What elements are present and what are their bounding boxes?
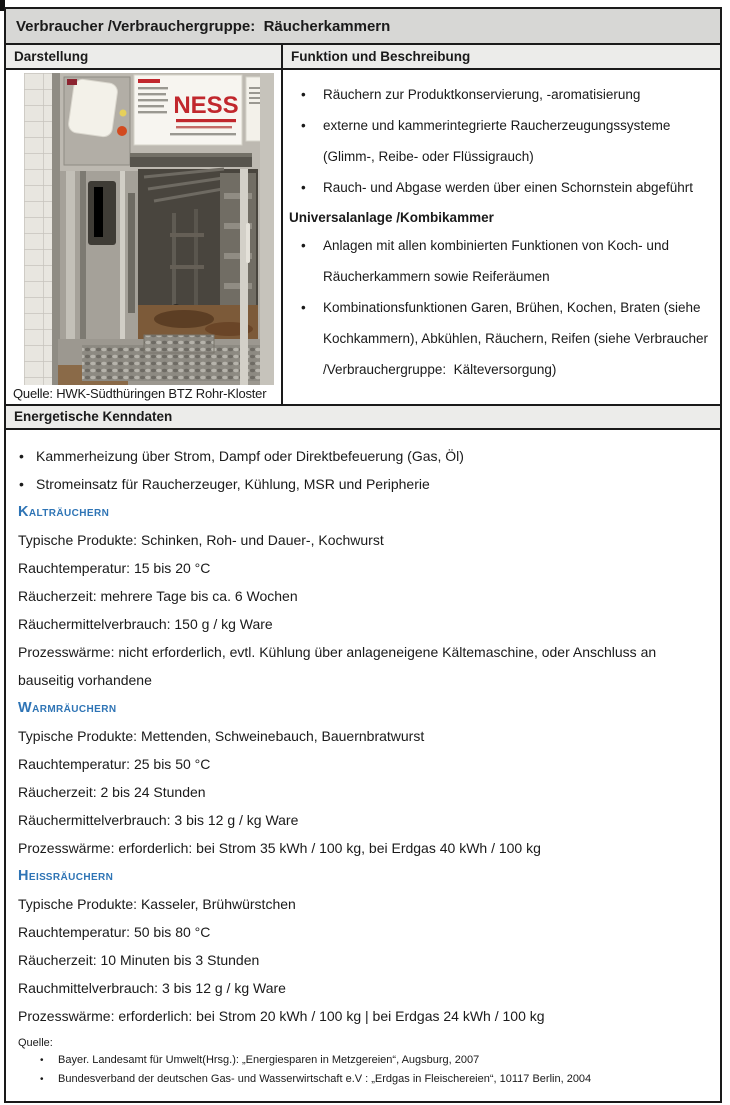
column-header-funktion: Funktion und Beschreibung	[291, 49, 471, 64]
bullet-icon: •	[301, 87, 306, 102]
door-frame-bar	[80, 171, 86, 359]
spec-line: Typische Produkte: Kasseler, Brühwürstchen	[18, 896, 296, 912]
canister	[67, 78, 118, 138]
sign-text-line	[138, 87, 168, 89]
warmraeuchern-lines	[18, 722, 710, 862]
source-item: • Bundesverband der deutschen Gas- und Wasserwirtschaft e.V : „Erdgas in Fleischereien“, 10117 Berlin, 2004	[18, 1070, 710, 1089]
function-bullet: • Kombinationsfunktionen Garen, Brühen, Kochen, Braten (siehe Kochkammern), Abkühlen, Räuchern, Reifen (siehe Verbraucher /Verbrauchergruppe: Kälteversorgung)	[289, 292, 710, 385]
function-bullet: • Rauch- und Abgase werden über einen Schornstein abgeführt	[289, 172, 710, 203]
right-frame-post	[260, 73, 274, 385]
bullet-icon: •	[19, 448, 24, 464]
door-edge-post	[240, 169, 248, 385]
spec-line: Typische Produkte: Mettenden, Schweinebauch, Bauernbratwurst	[18, 728, 425, 744]
spec-line: Prozesswärme: erforderlich: bei Strom 20 kWh / 100 kg | bei Erdgas 24 kWh / 100 kg	[18, 1008, 545, 1024]
hinge-rod	[120, 171, 125, 363]
kaltraeuchern-lines	[18, 526, 710, 694]
content-row	[6, 70, 720, 406]
page-title: Verbraucher /Verbrauchergruppe: Räucherkammern	[6, 9, 720, 45]
sign-text-line	[138, 93, 166, 95]
energy-bullet-list	[18, 442, 710, 498]
vent-highlight	[130, 153, 252, 157]
energetische-kenndaten-header: Energetische Kenndaten	[6, 406, 720, 430]
heissraeuchern-heading: Heißräuchern	[18, 868, 114, 884]
machine-photo	[24, 73, 274, 385]
bullet-icon: •	[301, 118, 306, 133]
stop-button	[117, 126, 127, 136]
spec-line: Prozesswärme: erforderlich: bei Strom 35 kWh / 100 kg, bei Erdgas 40 kWh / 100 kg	[18, 840, 541, 856]
ness-logo-text: NESS	[173, 92, 239, 119]
spec-line: Rauchtemperatur: 25 bis 50 °C	[18, 756, 211, 772]
photo-caption: Quelle: HWK-Südthüringen BTZ Rohr-Kloster	[13, 386, 267, 401]
sign-text-line	[138, 111, 167, 113]
function-bullet: • Anlagen mit allen kombinierten Funktionen von Koch- und Räucherkammern sowie Reiferäumen	[289, 230, 710, 292]
sign-text-line	[138, 105, 164, 107]
door-handle	[246, 223, 250, 263]
spec-line: Typische Produkte: Schinken, Roh- und Dauer-, Kochwurst	[18, 532, 384, 548]
bullet-icon: •	[301, 238, 306, 253]
sign-text-line	[138, 99, 168, 101]
sources-list	[18, 1051, 710, 1089]
indicator-light	[120, 110, 127, 117]
floor-stain	[154, 310, 214, 328]
sources-label: Quelle:	[18, 1037, 53, 1049]
latch-handle	[94, 187, 103, 237]
universalanlage-subheading: Universalanlage /Kombikammer	[289, 210, 494, 225]
function-bullet: • Räuchern zur Produktkonservierung, -aromatisierung	[289, 79, 710, 110]
datasheet-page	[4, 7, 722, 1103]
energy-bullet: • Kammerheizung über Strom, Dampf oder Direktbefeuerung (Gas, Öl)	[18, 442, 710, 470]
bullet-icon: •	[40, 1055, 44, 1066]
bullet-icon: •	[19, 476, 24, 492]
sign-small-line	[176, 126, 232, 128]
ness-sign	[134, 75, 242, 145]
sign-small-line	[170, 133, 236, 135]
spec-line: Räuchermittelverbrauch: 150 g / kg Ware	[18, 616, 273, 632]
grate-ramp	[144, 335, 214, 353]
spec-line: Räucherzeit: 10 Minuten bis 3 Stunden	[18, 952, 260, 968]
panel-label-red	[67, 79, 77, 85]
spec-line: Räuchermittelverbrauch: 3 bis 12 g / kg Ware	[18, 812, 299, 828]
sign-red-line	[176, 119, 236, 122]
bullet-icon: •	[301, 180, 306, 195]
bullet-icon: •	[301, 300, 306, 315]
spec-line: Räucherzeit: 2 bis 24 Stunden	[18, 784, 206, 800]
bullet-icon: •	[40, 1074, 44, 1085]
door-frame-bar	[66, 171, 75, 363]
wall-shadow	[52, 73, 60, 385]
spec-line: Rauchtemperatur: 50 bis 80 °C	[18, 924, 211, 940]
heissraeuchern-lines	[18, 890, 710, 1030]
column-header-darstellung: Darstellung	[6, 45, 283, 68]
energy-body	[6, 430, 720, 1030]
column-header-row	[6, 45, 720, 70]
trolley-bar	[170, 265, 204, 269]
kaltraeuchern-heading: Kalträuchern	[18, 504, 110, 520]
smoking-chamber-illustration	[24, 73, 274, 385]
left-door	[60, 171, 140, 363]
function-bullet: • externe und kammerintegrierte Raucherzeugungssysteme (Glimm-, Reibe- oder Flüssigrauch)	[289, 110, 710, 172]
sign-red-bar	[138, 79, 160, 83]
spec-line: Prozesswärme: nicht erforderlich, evtl. Kühlung über anlageneigene Kältemaschine, oder Anschluss an bauseitig vorhandene	[18, 644, 661, 688]
warmraeuchern-heading: Warmräuchern	[18, 700, 117, 716]
universalanlage-bullet-list	[289, 230, 710, 385]
spec-line: Rauchtemperatur: 15 bis 20 °C	[18, 560, 211, 576]
funktion-cell	[283, 70, 720, 404]
door-gap	[128, 193, 135, 313]
control-panel	[64, 77, 130, 165]
trolley-bar	[170, 233, 204, 237]
energy-bullet: • Stromeinsatz für Raucherzeuger, Kühlung, MSR und Peripherie	[18, 470, 710, 498]
source-item: • Bayer. Landesamt für Umwelt(Hrsg.): „Energiesparen in Metzgereien“, Augsburg, 2007	[18, 1051, 710, 1070]
spec-line: Räucherzeit: mehrere Tage bis ca. 6 Wochen	[18, 588, 298, 604]
trolley-post	[194, 209, 198, 305]
spec-line: Rauchmittelverbrauch: 3 bis 12 g / kg Ware	[18, 980, 286, 996]
function-bullet-list	[289, 79, 710, 203]
trolley-post	[172, 213, 176, 305]
sources-block	[6, 1030, 720, 1089]
darstellung-cell	[6, 70, 283, 404]
